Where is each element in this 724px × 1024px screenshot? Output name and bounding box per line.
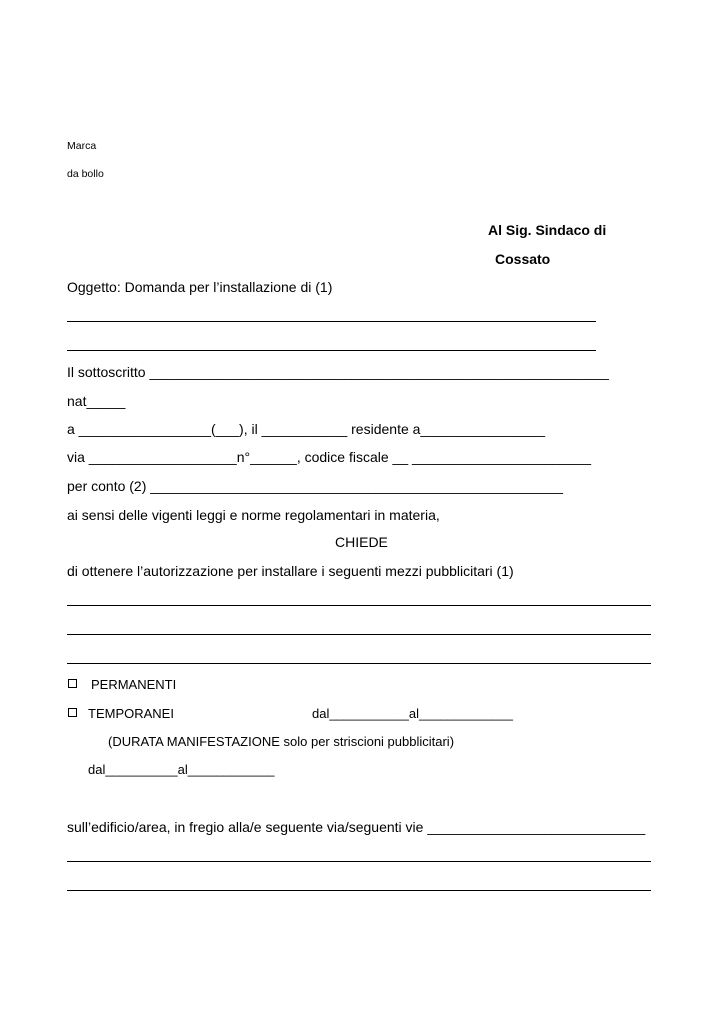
means-blank-line-2[interactable] xyxy=(67,634,651,635)
permanenti-checkbox[interactable] xyxy=(68,679,77,688)
location-blank-line-2[interactable] xyxy=(67,890,651,891)
address-taxcode-field[interactable]: via ___________________n°______, codice fiscale __ _______________________ xyxy=(67,449,592,465)
chiede-heading: CHIEDE xyxy=(335,534,388,550)
durata-note: (DURATA MANIFESTAZIONE solo per striscioni pubblicitari) xyxy=(108,734,455,749)
durata-dates-field[interactable]: dal__________al____________ xyxy=(88,762,275,777)
nato-field[interactable]: nat_____ xyxy=(67,393,126,409)
per-conto-field[interactable]: per conto (2) _____________________________________________________ xyxy=(67,478,563,494)
means-blank-line-3[interactable] xyxy=(67,663,651,664)
subject-line: Oggetto: Domanda per l’installazione di (1) xyxy=(67,279,333,295)
building-location-field[interactable]: sull’edificio/area, in fregio alla/e seguente via/seguenti vie ____________________________ xyxy=(67,819,646,835)
means-blank-line-1[interactable] xyxy=(67,605,651,606)
request-text: di ottenere l’autorizzazione per installare i seguenti mezzi pubblicitari (1) xyxy=(67,563,514,579)
permanenti-label: PERMANENTI xyxy=(91,677,177,692)
addressee-line2: Cossato xyxy=(495,251,551,267)
temporanei-checkbox[interactable] xyxy=(68,708,77,717)
birthplace-residence-field[interactable]: a _________________(___), il ___________ residente a________________ xyxy=(67,421,545,437)
legal-reference-text: ai sensi delle vigenti leggi e norme regolamentari in materia, xyxy=(67,507,440,523)
stamp-label-line2: da bollo xyxy=(67,168,104,180)
sottoscritto-field[interactable]: Il sottoscritto ___________________________________________________________ xyxy=(67,364,609,380)
location-blank-line-1[interactable] xyxy=(67,861,651,862)
stamp-label-line1: Marca xyxy=(67,140,97,152)
subject-blank-line-2[interactable] xyxy=(67,350,596,351)
temporanei-dates-field[interactable]: dal___________al_____________ xyxy=(312,706,513,721)
temporanei-label: TEMPORANEI xyxy=(88,706,174,721)
addressee-line1: Al Sig. Sindaco di xyxy=(488,222,607,238)
subject-blank-line-1[interactable] xyxy=(67,321,596,322)
